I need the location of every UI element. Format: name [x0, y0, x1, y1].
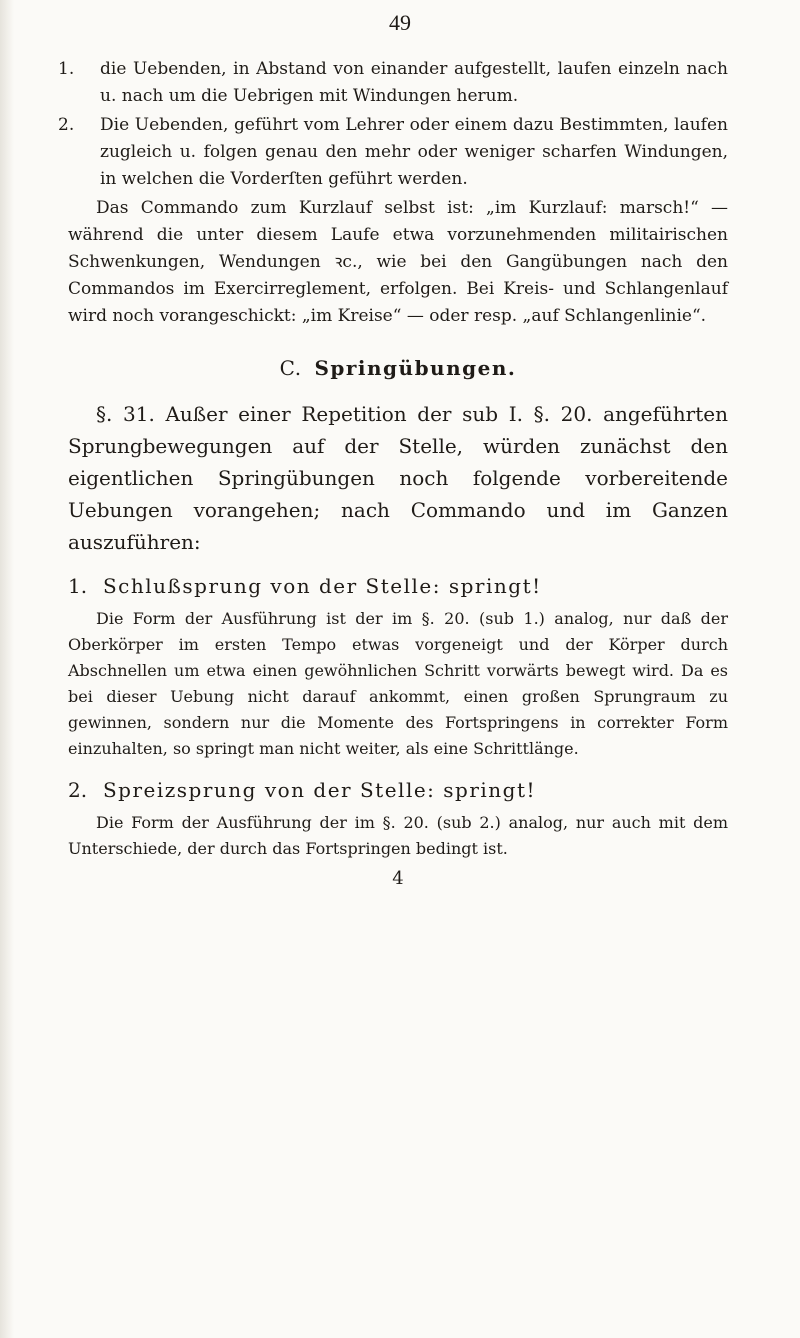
- sub-heading-title: Schlußsprung von der Stelle: springt!: [102, 574, 542, 598]
- binding-shadow: [0, 0, 14, 1338]
- page-content: [58, 56, 728, 889]
- list-item: [58, 112, 728, 193]
- sub-heading-1: [68, 574, 728, 598]
- list-item: [58, 56, 728, 110]
- sub-paragraph-1: Die Form der Ausführung ist der im §. 20. (sub 1.) analog, nur daß der Oberkörper im ersten Tempo etwas vorgeneigt und der Körper durch Abschnellen um etwa einen gewöhnlichen Schritt vorwärts bewegt wird. Da es bei dieser Uebung nicht darauf ankommt, einen großen Sprungraum zu gewinnen, sondern nur die Momente des Fortspringens in correkter Form einzuhalten, so springt man nicht weiter, als eine Schrittlänge.: [68, 609, 728, 758]
- list-item-text: Die Uebenden, geführt vom Lehrer oder einem dazu Bestimmten, laufen zugleich u. folgen genau den mehr oder weniger scharfen Windungen, in welchen die Vorderſten geführt werden.: [100, 115, 728, 189]
- section-title: Springübungen.: [314, 356, 517, 380]
- section-heading: [68, 356, 728, 380]
- commando-paragraph: Das Commando zum Kurzlauf selbst ist: „im Kurzlauf: marsch!“ — während die unter diesem Laufe etwa vorzunehmenden militairischen Schwenkungen, Wendungen ꝛc., wie bei den Gangübungen nach den Commandos im Exercirreglement, erfolgen. Bei Kreis- und Schlangenlauf wird noch vorangeschickt: „im Kreise“ — oder resp. „auf Schlangenlinie“.: [68, 198, 728, 326]
- section-letter: C.: [279, 356, 302, 380]
- list-item-text: die Uebenden, in Abstand von einander aufgestellt, laufen einzeln nach u. nach um die Uebrigen mit Windungen herum.: [100, 59, 728, 106]
- sub-heading-title: Spreizsprung von der Stelle: springt!: [102, 778, 537, 802]
- sub-heading-number: 1.: [68, 574, 88, 598]
- sub-heading-2: [68, 778, 728, 802]
- paragraph-31: §. 31. Außer einer Repetition der sub I. §. 20. angeführten Sprungbewegungen auf der Stelle, würden zunächst den eigentlichen Springübungen noch folgende vorbereitende Uebungen vorangehen; nach Commando und im Ganzen auszuführen:: [68, 402, 728, 554]
- sub-heading-number: 2.: [68, 778, 88, 802]
- page-number: 49: [389, 10, 411, 35]
- sub-paragraph-2: Die Form der Ausführung der im §. 20. (sub 2.) analog, nur auch mit dem Unterschiede, der durch das Fortspringen bedingt ist.: [68, 813, 728, 858]
- list-item-number: 1.: [58, 59, 75, 79]
- list-item-number: 2.: [58, 115, 75, 135]
- signature-mark: 4: [392, 868, 404, 889]
